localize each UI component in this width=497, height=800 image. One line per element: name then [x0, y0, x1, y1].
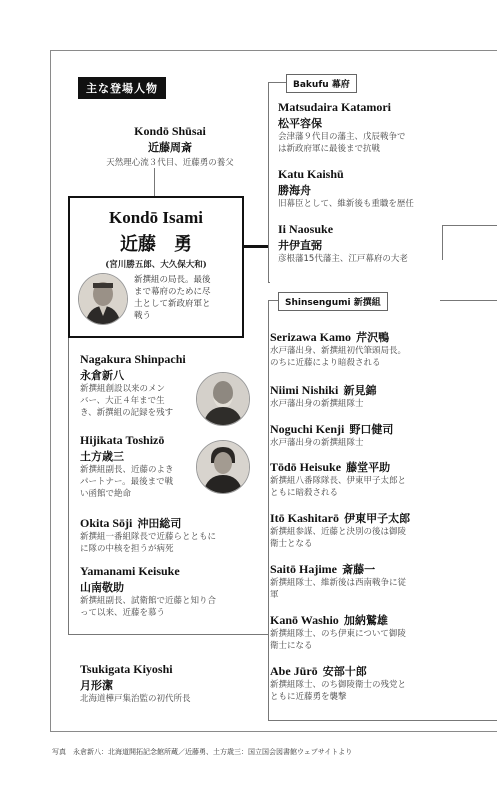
- person-tsukigata: Tsukigata Kiyoshi 月形潔 北海道樺戸集治監の初代所長: [80, 662, 191, 704]
- connector: [268, 300, 269, 720]
- main-desc: 新撰組の局長。最後 まで幕府のために尽 土として新政府軍と 戦う: [134, 275, 211, 321]
- person-kano: Kanō Washio 加納鷲雄 新撰組隊士、のち伊東について御陵 衛士になる: [270, 613, 406, 651]
- connector: [268, 82, 288, 83]
- person-katamori: Matsudaira Katamori 松平容保 会津藩９代目の藩主、戊辰戦争で は新政府軍に最後まで抗戦: [278, 100, 406, 154]
- connector: [154, 168, 155, 196]
- connector: [268, 82, 269, 282]
- person-ito: Itō Kashitarō 伊東甲子太郎 新撰組参謀、近藤と決別の後は御陵 衛士となる: [270, 511, 411, 549]
- main-romaji: Kondō Isami: [109, 208, 203, 227]
- portrait-nagakura: [196, 372, 250, 426]
- person-hijikata: Hijikata Toshizō 土方歳三 新撰組副長、近藤のよき パートナー。最後まで戦 い函館で絶命: [80, 433, 174, 499]
- section-title: 主な登場人物: [78, 77, 166, 99]
- person-noguchi: Noguchi Kenji 野口健司 水戸藩出身の新撰組隊士: [270, 422, 394, 448]
- connector: [440, 300, 497, 301]
- portrait-hijikata: [196, 440, 250, 494]
- person-abe: Abe Jūrō 安部十郎 新撰組隊士、のち御陵衛士の残党と ともに近藤勇を襲撃: [270, 664, 407, 702]
- portrait-kondo: [78, 273, 128, 325]
- connector: [268, 720, 497, 721]
- connector: [68, 634, 268, 635]
- shinsengumi-label: Shinsengumi 新撰組: [278, 292, 388, 311]
- main-character-box: [68, 196, 244, 338]
- connector: [68, 334, 69, 634]
- person-kanji: 近藤周斎: [148, 141, 192, 154]
- person-todo: Tōdō Heisuke 藤堂平助 新撰組八番隊隊長、伊東甲子太郎と ともに暗殺される: [270, 460, 407, 498]
- person-okita: Okita Sōji 沖田総司 新撰組一番組隊長で近藤らとともに に隊の中核を担うが病死: [80, 516, 217, 554]
- photo-credit: 写真 永倉新八：北海道開拓記念館所蔵／近藤勇、土方歳三：国立国会図書館ウェブサイトより: [52, 748, 353, 756]
- person-serizawa: Serizawa Kamo 芹沢鴨 水戸藩出身、新撰組初代筆頭局長。 のちに近藤により暗殺される: [270, 330, 407, 368]
- person-kaishu: Katu Kaishū 勝海舟 旧幕臣として、維新後も重職を歴任: [278, 167, 414, 209]
- person-naosuke: Ii Naosuke 井伊直弼 彦根藩15代藩主、江戸幕府の大老: [278, 222, 408, 264]
- person-shusai: [80, 124, 260, 169]
- person-nagakura: Nagakura Shinpachi 永倉新八 新撰組創設以来のメン バー、大正４年まで生 き、新撰組の記録を残す: [80, 352, 186, 418]
- person-yamanami: Yamanami Keisuke 山南敬助 新撰組副長、試衛館で近藤と知り合 って以来、近藤を慕う: [80, 564, 217, 618]
- person-niimi: Niimi Nishiki 新見錦 水戸藩出身の新撰組隊士: [270, 383, 377, 409]
- main-aliases: (宮川勝五郎、大久保大和): [105, 260, 207, 270]
- bakufu-label: Bakufu 幕府: [286, 74, 357, 93]
- person-desc: 天然理心流３代目、近藤勇の養父: [106, 158, 234, 168]
- person-romaji: Kondō Shūsai: [134, 124, 206, 138]
- connector: [268, 282, 270, 283]
- main-kanji: 近藤 勇: [120, 234, 192, 255]
- person-saito: Saitō Hajime 斎藤一 新撰組隊士、維新後は西南戦争に従 軍: [270, 562, 407, 600]
- connector: [240, 245, 268, 248]
